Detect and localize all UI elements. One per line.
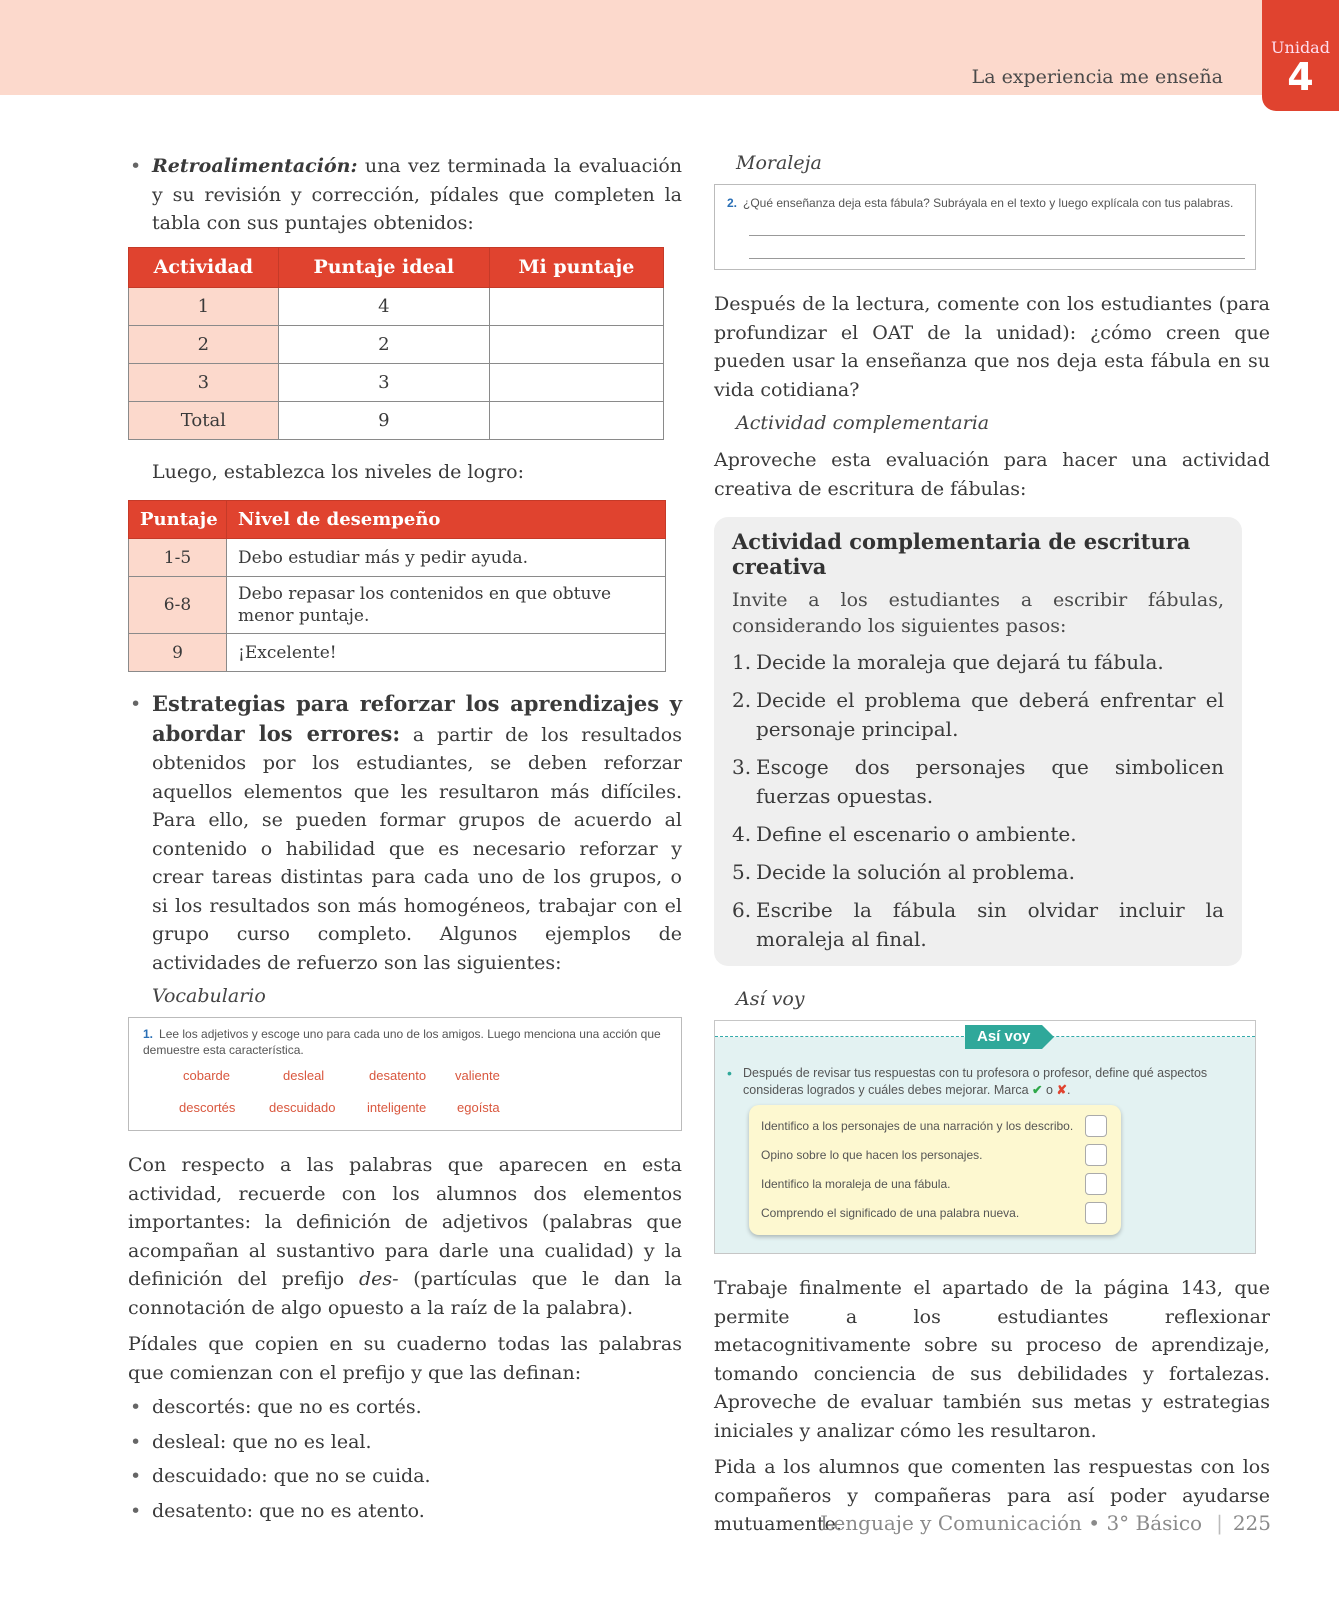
complementary-heading: Actividad complementaria <box>736 412 990 434</box>
strategies-bullet <box>128 690 682 977</box>
peer-paragraph: Pida a los alumnos que comenten las respuestas con los compañeros y compañeras para así poder ayudarse mutuamente. <box>714 1456 1270 1535</box>
step-item: 3. Escoge dos personajes que simbolicen fuerzas opuestas. <box>732 755 1224 808</box>
table-cell: 2 <box>278 325 489 363</box>
check-icon: ✔ <box>1032 1083 1043 1097</box>
feedback-lead: Retroalimentación: <box>152 155 358 177</box>
adjective-word: cobarde <box>183 1068 230 1083</box>
adjective-word: desleal <box>283 1068 325 1083</box>
table-row <box>129 577 666 634</box>
creative-box-title: Actividad complementaria de escritura creativa <box>732 529 1191 579</box>
creative-box-intro: Invite a los estudiantes a escribir fábulas, considerando los siguientes pasos: <box>732 589 1224 637</box>
step-item: 6. Escribe la fábula sin olvidar incluir la moraleja al final. <box>732 898 1224 951</box>
complementary-paragraph: Aproveche esta evaluación para hacer una actividad creativa de escritura de fábulas: <box>714 449 1270 500</box>
levels-intro: Luego, establezca los niveles de logro: <box>152 460 524 483</box>
score-table <box>128 247 664 440</box>
unit-tab <box>1262 0 1339 111</box>
unit-label: Unidad <box>1271 38 1330 57</box>
moraleja-question <box>727 195 1247 211</box>
table-row <box>129 634 666 672</box>
step-item: 5. Decide la solución al problema. <box>732 860 1075 884</box>
unit-title: La experiencia me enseña <box>971 66 1223 88</box>
asi-voy-intro: • Después de revisar tus respuestas con tu profesora o profesor, define qué aspectos consideras logrados y cuáles debes mejorar. Marca ✔ o ✘. <box>727 1065 1237 1099</box>
self-assessment-item: Comprendo el significado de una palabra nueva. <box>761 1206 1020 1220</box>
score-header: Mi puntaje <box>489 247 663 287</box>
score-input-cell <box>489 363 663 401</box>
moraleja-question-text: ¿Qué enseñanza deja esta fábula? Subráyala en el texto y luego explícala con tus palabras. <box>743 196 1234 210</box>
levels-header: Nivel de desempeño <box>227 501 666 539</box>
table-cell: 9 <box>129 634 227 672</box>
score-header: Actividad <box>129 247 279 287</box>
feedback-text: una vez terminada la evaluación y su revisión y corrección, pídales que completen la tabla con sus puntajes obtenidos: <box>152 155 682 234</box>
feedback-bullet <box>128 152 682 238</box>
footer-subject: Lenguaje y Comunicación • 3° Básico <box>820 1511 1203 1535</box>
vocab-question-text: Lee los adjetivos y escoge uno para cada uno de los amigos. Luego menciona una acción que demuestre esta característica. <box>143 1027 661 1057</box>
table-cell: 2 <box>129 325 279 363</box>
asi-voy-tag: Así voy <box>965 1025 1042 1049</box>
activity-number: 2. <box>727 196 738 210</box>
prefix-paragraph-a: Con respecto a las palabras que aparecen en esta actividad, recuerde con los alumnos dos elementos importantes: la definición de adjetivos (palabras que acompañan al sustantivo para darle una cualidad) y la definición del prefijo <box>128 1154 682 1290</box>
page-footer: Lenguaje y Comunicación • 3° Básico | 225 <box>820 1511 1271 1535</box>
table-cell: 1 <box>129 287 279 325</box>
discussion-paragraph: Después de la lectura, comente con los estudiantes (para profundizar el OAT de la unidad): ¿cómo creen que pueden usar la enseñanza que nos deja esta fábula en su vida cotidiana? <box>714 293 1270 401</box>
vocab-activity-box <box>128 1017 682 1131</box>
right-column <box>714 152 1270 1539</box>
table-row <box>129 401 664 439</box>
adjective-word: valiente <box>455 1068 500 1083</box>
vocab-question <box>143 1026 663 1058</box>
answer-line <box>749 235 1245 236</box>
self-assessment-checkbox[interactable] <box>1085 1173 1107 1195</box>
self-assessment-checkbox[interactable] <box>1085 1202 1107 1224</box>
copy-instructions: Pídales que copien en su cuaderno todas las palabras que comienzan con el prefijo y que las definan: <box>128 1333 682 1384</box>
score-input-cell <box>489 401 663 439</box>
levels-table <box>128 500 666 672</box>
table-row <box>129 287 664 325</box>
table-cell: 1-5 <box>129 539 227 577</box>
definition-item: • desatento: que no es atento. <box>128 1497 682 1526</box>
moraleja-heading: Moraleja <box>736 152 822 174</box>
left-column <box>128 152 682 1525</box>
vocab-heading: Vocabulario <box>152 985 266 1007</box>
table-cell: Debo estudiar más y pedir ayuda. <box>227 539 666 577</box>
table-cell: 6-8 <box>129 577 227 634</box>
strategies-lead: Estrategias para reforzar los aprendizajes y abordar los errores: <box>152 691 682 746</box>
adjective-word: egoísta <box>457 1100 500 1115</box>
table-cell: 3 <box>278 363 489 401</box>
adjective-word: desatento <box>369 1068 427 1083</box>
prefix-term: des- <box>358 1268 399 1290</box>
levels-header: Puntaje <box>129 501 227 539</box>
adjective-word: descuidado <box>269 1100 336 1115</box>
self-assessment-checkbox[interactable] <box>1085 1115 1107 1137</box>
table-row <box>129 539 666 577</box>
definition-item: • descuidado: que no se cuida. <box>128 1462 682 1491</box>
metacognition-paragraph: Trabaje finalmente el apartado de la página 143, que permite a los estudiantes reflexionar metacognitivamente sobre su proceso de aprendizaje, tomando conciencia de sus debilidades y fortalezas. Aproveche de evaluar también sus metas y estrategias iniciales y analizar cómo les resultaron. <box>714 1277 1270 1442</box>
step-item: 1. Decide la moraleja que dejará tu fábula. <box>732 650 1164 674</box>
activity-number: 1. <box>143 1027 154 1041</box>
self-assessment-item: Identifico a los personajes de una narración y los describo. <box>761 1119 1074 1133</box>
step-item: 2. Decide el problema que deberá enfrentar el personaje principal. <box>732 688 1224 741</box>
table-cell: 9 <box>278 401 489 439</box>
self-assessment-list <box>749 1105 1121 1235</box>
table-cell: 4 <box>278 287 489 325</box>
table-cell: ¡Excelente! <box>227 634 666 672</box>
adjective-word: inteligente <box>367 1100 427 1115</box>
step-item: 4. Define el escenario o ambiente. <box>732 822 1077 846</box>
adjective-word: descortés <box>179 1100 236 1115</box>
answer-line <box>749 258 1245 259</box>
table-cell: Debo repasar los contenidos en que obtuve menor puntaje. <box>227 577 666 634</box>
prefix-paragraph-b: (partículas que le dan la connotación de algo opuesto a la raíz de la palabra). <box>128 1268 682 1319</box>
strategies-text: a partir de los resultados obtenidos por los estudiantes, se deben reforzar aquellos elementos que les resultaron más difíciles. Para ello, se pueden formar grupos de acuerdo al contenido o habilidad que es necesario reforzar y crear tareas distintas para cada uno de los grupos, o si los resultados son más homogéneos, trabajar con el grupo curso completo. Algunos ejemplos de actividades de refuerzo son las siguientes: <box>152 723 682 974</box>
table-cell: 3 <box>129 363 279 401</box>
table-row <box>129 363 664 401</box>
asi-voy-box <box>714 1020 1256 1254</box>
definition-item: • descortés: que no es cortés. <box>128 1393 682 1422</box>
page-number: 225 <box>1232 1511 1271 1535</box>
self-assessment-item: Opino sobre lo que hacen los personajes. <box>761 1148 983 1162</box>
asi-voy-heading: Así voy <box>736 988 805 1010</box>
self-assessment-item: Identifico la moraleja de una fábula. <box>761 1177 951 1191</box>
unit-number: 4 <box>1287 55 1314 99</box>
score-input-cell <box>489 287 663 325</box>
cross-icon: ✘ <box>1056 1083 1067 1097</box>
definition-item: • desleal: que no es leal. <box>128 1428 682 1457</box>
creative-writing-box <box>714 517 1242 966</box>
moraleja-activity-box <box>714 184 1256 270</box>
score-input-cell <box>489 325 663 363</box>
table-cell: Total <box>129 401 279 439</box>
table-row <box>129 325 664 363</box>
prefix-paragraph <box>128 1151 682 1322</box>
self-assessment-checkbox[interactable] <box>1085 1144 1107 1166</box>
score-header: Puntaje ideal <box>278 247 489 287</box>
